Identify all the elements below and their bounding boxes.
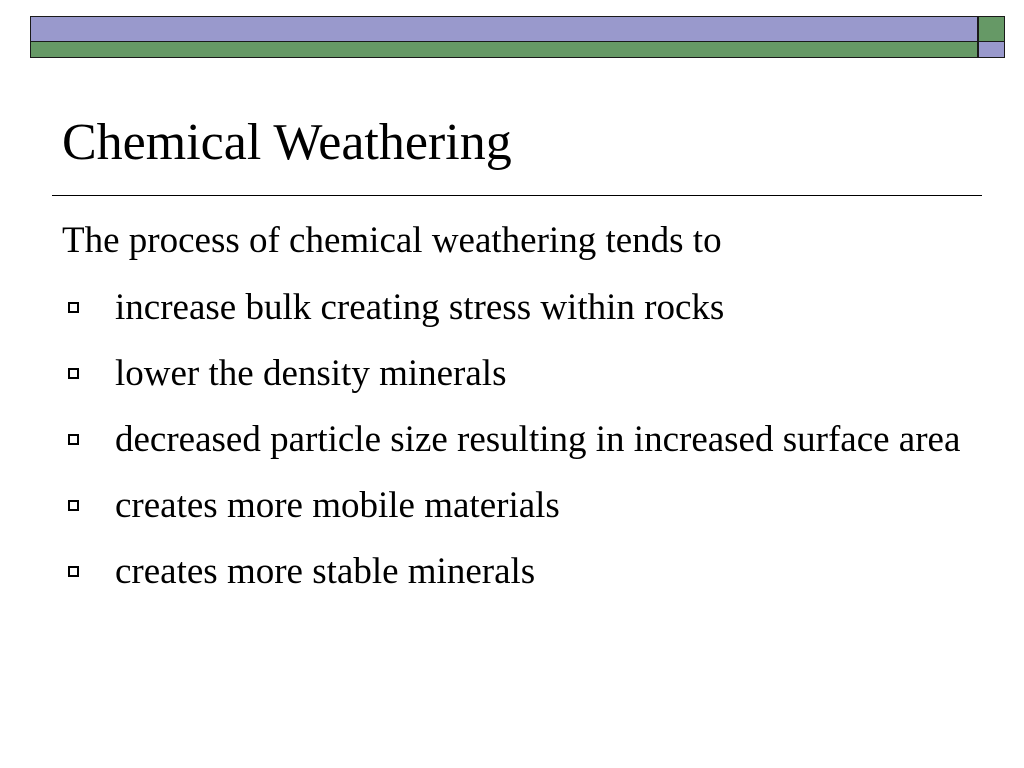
header-decoration-band	[30, 16, 1005, 59]
bullet-item	[62, 348, 962, 400]
header-band-bottom-stripe	[30, 41, 978, 58]
hollow-square-icon	[68, 302, 79, 313]
hollow-square-icon	[68, 434, 79, 445]
hollow-square-icon	[68, 368, 79, 379]
intro-text: The process of chemical weathering tends to	[62, 220, 722, 261]
bullet-text: decreased particle size resulting in increased surface area	[115, 419, 961, 460]
hollow-square-icon	[68, 500, 79, 511]
title-divider	[52, 195, 982, 196]
bullet-text: increase bulk creating stress within rocks	[115, 287, 725, 328]
bullet-item	[62, 414, 962, 466]
bullet-text: creates more mobile materials	[115, 485, 560, 526]
bullet-text: lower the density minerals	[115, 353, 507, 394]
header-corner-bottom-square	[978, 41, 1005, 58]
bullet-item	[62, 480, 962, 532]
bullet-list	[62, 282, 962, 598]
bullet-text: creates more stable minerals	[115, 551, 536, 592]
header-corner-top-square	[978, 16, 1005, 41]
hollow-square-icon	[68, 566, 79, 577]
header-band-top-stripe	[30, 16, 978, 41]
slide-body	[62, 216, 962, 612]
bullet-item	[62, 546, 962, 598]
slide-title: Chemical Weathering	[62, 114, 512, 171]
bullet-item	[62, 282, 962, 334]
